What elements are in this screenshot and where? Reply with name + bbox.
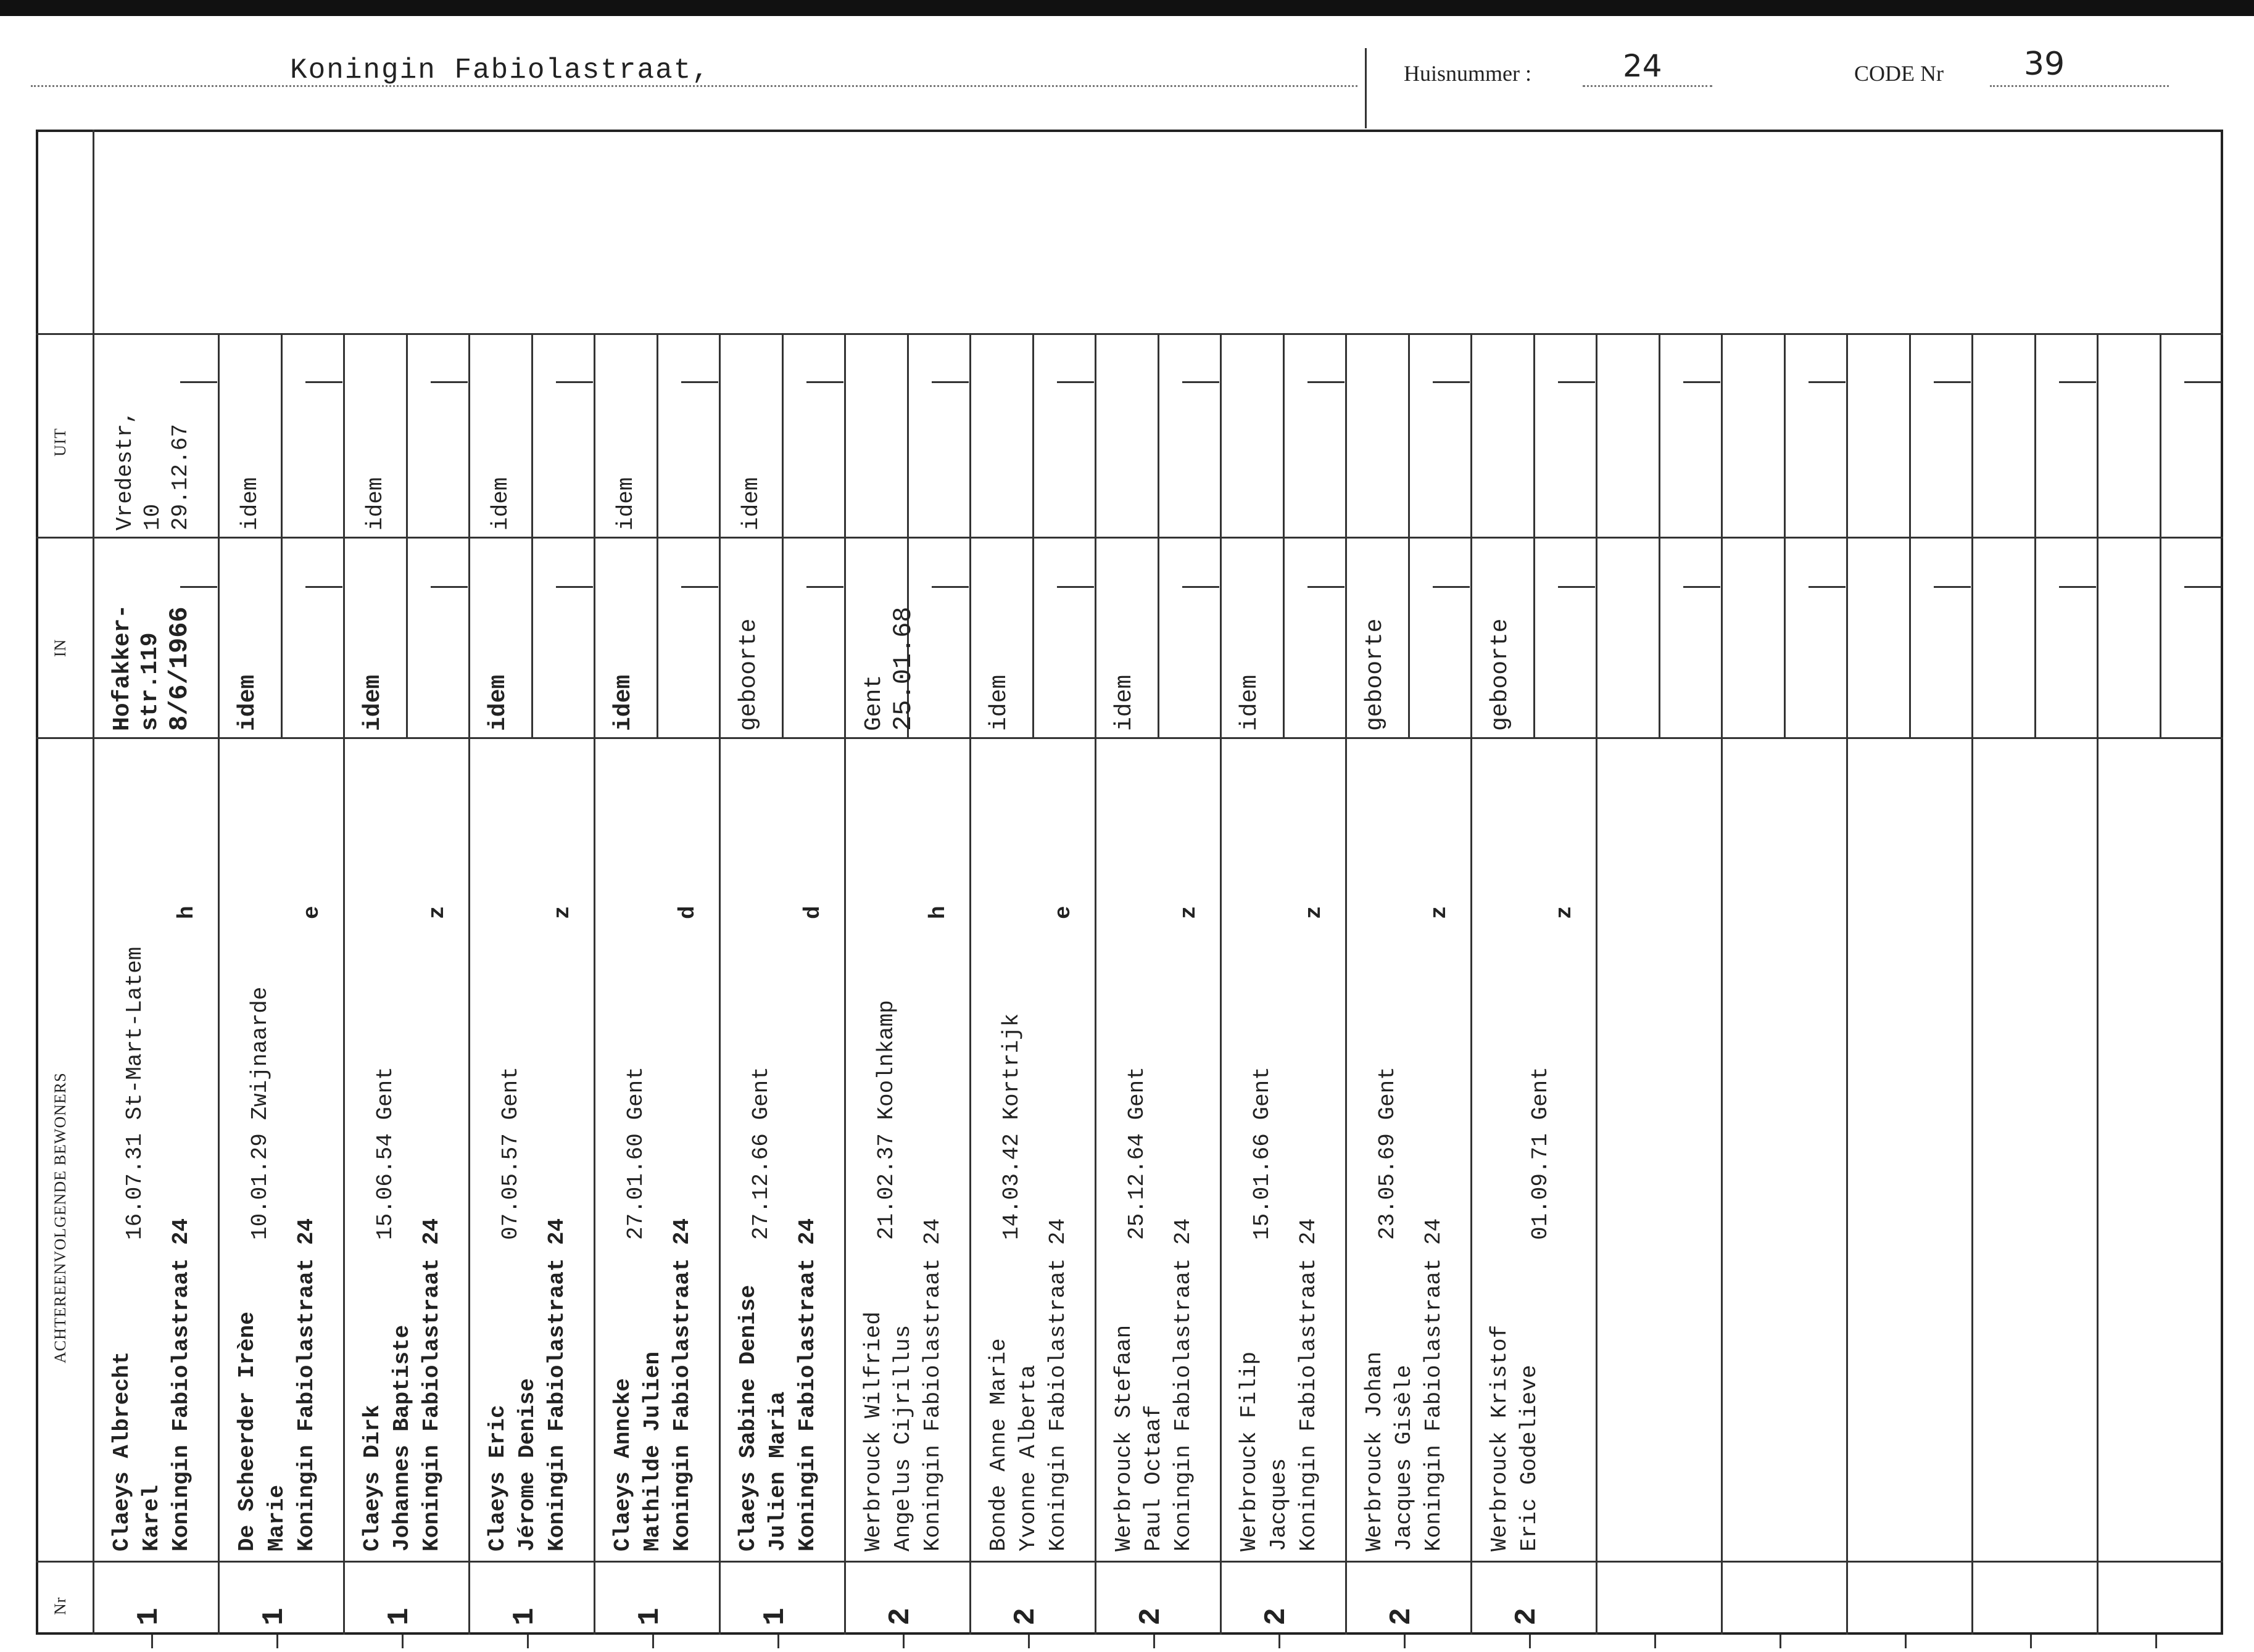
birth-date-place: 23.05.69 Gent <box>1375 1067 1400 1240</box>
sub-column-rule <box>1909 333 1911 737</box>
label-in: IN <box>51 638 69 657</box>
blank-dash <box>681 586 718 588</box>
bottom-tick <box>527 1635 529 1648</box>
household-nr: 2 <box>1510 1608 1544 1625</box>
label-out: UIT <box>51 427 69 456</box>
blank-dash <box>305 586 342 588</box>
sub-column-rule <box>531 333 533 737</box>
blank-dash <box>180 381 217 383</box>
column-rule <box>1846 333 1848 1635</box>
resident-name-line: Claeys Dirk <box>360 1405 385 1551</box>
bottom-tick <box>1278 1635 1280 1648</box>
household-nr: 1 <box>634 1608 667 1625</box>
resident-name-line: Werbrouck Filip <box>1237 1351 1262 1551</box>
house-number-label: Huisnummer : <box>1404 61 1531 86</box>
resident-name-line: De Scheerder Irène <box>234 1311 260 1551</box>
blank-dash <box>1433 586 1470 588</box>
blank-dash <box>1934 586 1971 588</box>
code-value: 39 <box>2024 46 2065 83</box>
resident-name-line: Koningin Fabiolastraat 24 <box>294 1218 319 1551</box>
resident-name-line: Julien Maria <box>765 1391 790 1551</box>
in-entry: idem <box>360 674 386 731</box>
blank-dash <box>1809 586 1846 588</box>
resident-name-line: Jérome Denise <box>515 1378 540 1551</box>
resident-name-line: Koningin Fabiolastraat 24 <box>920 1218 945 1551</box>
column-rule <box>2097 333 2099 1635</box>
household-nr: 1 <box>133 1608 166 1625</box>
gender-mark: d <box>800 906 826 919</box>
gender-mark: e <box>1051 906 1076 919</box>
blank-dash <box>1182 586 1219 588</box>
resident-name-line: Werbrouck Johan <box>1362 1351 1387 1551</box>
resident-name-line: Claeys Albrecht <box>109 1351 135 1551</box>
blank-dash <box>806 381 843 383</box>
column-rule <box>1345 333 1347 1635</box>
out-entry: idem <box>488 477 513 531</box>
resident-name-line: Yvonne Alberta <box>1016 1365 1041 1551</box>
column-rule <box>1971 333 1973 1635</box>
bottom-tick <box>151 1635 153 1648</box>
in-entry: idem <box>1111 674 1138 731</box>
sub-column-rule <box>1283 333 1285 737</box>
column-rule <box>1095 333 1096 1635</box>
blank-dash <box>681 381 718 383</box>
household-nr: 1 <box>383 1608 416 1625</box>
resident-name-line: Koningin Fabiolastraat 24 <box>1421 1218 1446 1551</box>
resident-name-line: Claeys Anncke <box>610 1378 636 1551</box>
column-rule <box>1596 333 1597 1635</box>
out-entry: 29.12.67 <box>168 424 193 531</box>
bottom-tick <box>652 1635 654 1648</box>
resident-name-line: Werbrouck Wilfried <box>861 1311 886 1551</box>
birth-date-place: 14.03.42 Kortrijk <box>999 1013 1024 1240</box>
birth-date-place: 15.06.54 Gent <box>373 1067 398 1240</box>
row-rule <box>36 333 2223 335</box>
birth-date-place: 10.01.29 Zwijnaarde <box>247 986 273 1240</box>
in-entry: idem <box>1237 674 1263 731</box>
sub-column-rule <box>782 333 784 737</box>
in-entry: idem <box>610 674 637 731</box>
bottom-tick <box>1153 1635 1155 1648</box>
sub-column-rule <box>1408 333 1410 737</box>
household-nr: 2 <box>1385 1608 1419 1625</box>
household-nr: 2 <box>1135 1608 1168 1625</box>
blank-dash <box>932 586 969 588</box>
code-label: CODE Nr <box>1854 61 1944 86</box>
resident-name-line: Koningin Fabiolastraat 24 <box>795 1218 820 1551</box>
gender-mark: z <box>550 906 575 919</box>
out-entry: idem <box>613 477 639 531</box>
out-entry: 10 <box>140 503 165 531</box>
birth-date-place: 27.01.60 Gent <box>623 1067 648 1240</box>
blank-dash <box>2059 381 2096 383</box>
out-entry: idem <box>238 477 263 531</box>
resident-name-line: Koningin Fabiolastraat 24 <box>1296 1218 1321 1551</box>
bottom-tick <box>1905 1635 1907 1648</box>
resident-name-line: Johannes Baptiste <box>389 1324 415 1551</box>
in-entry: 25.01.68 <box>889 606 918 731</box>
blank-dash <box>1057 381 1094 383</box>
birth-date-place: 16.07.31 St-Mart-Latem <box>122 946 147 1240</box>
blank-dash <box>2184 586 2221 588</box>
household-nr: 2 <box>1009 1608 1043 1625</box>
gender-mark: z <box>1301 906 1327 919</box>
street-name: Koningin Fabiolastraat, <box>290 54 710 86</box>
resident-name-line: Karel <box>139 1484 164 1551</box>
household-nr: 1 <box>759 1608 792 1625</box>
out-entry: idem <box>739 477 764 531</box>
in-entry: idem <box>485 674 512 731</box>
gender-mark: z <box>1176 906 1201 919</box>
blank-dash <box>1934 381 1971 383</box>
in-entry: idem <box>986 674 1013 731</box>
gender-mark: z <box>1427 906 1452 919</box>
birth-date-place: 27.12.66 Gent <box>748 1067 774 1240</box>
blank-dash <box>1182 381 1219 383</box>
in-entry: geboorte <box>1487 618 1514 731</box>
bottom-tick <box>777 1635 779 1648</box>
resident-name-line: Claeys Eric <box>485 1405 510 1551</box>
column-rule <box>719 333 721 1635</box>
household-nr: 1 <box>258 1608 291 1625</box>
blank-dash <box>2059 586 2096 588</box>
gender-mark: z <box>1552 906 1577 919</box>
resident-name-line: Jacques Gisèle <box>1391 1365 1417 1551</box>
in-entry: geboorte <box>735 618 762 731</box>
resident-name-line: Jacques <box>1266 1458 1291 1551</box>
household-nr: 1 <box>508 1608 542 1625</box>
bottom-tick <box>276 1635 278 1648</box>
sub-column-rule <box>1533 333 1535 737</box>
label-residents: ACHTEREENVOLGENDE BEWONERS <box>51 1072 69 1363</box>
resident-name-line: Koningin Fabiolastraat 24 <box>168 1218 194 1551</box>
sub-column-rule <box>1158 333 1159 737</box>
sub-column-rule <box>1659 333 1660 737</box>
blank-dash <box>1433 381 1470 383</box>
header-divider <box>1365 48 1367 128</box>
sub-column-rule <box>657 333 658 737</box>
blank-dash <box>1558 586 1595 588</box>
gender-mark: h <box>926 906 951 919</box>
blank-dash <box>932 381 969 383</box>
gender-mark: e <box>299 906 325 919</box>
resident-name-line: Werbrouck Kristof <box>1487 1324 1512 1551</box>
birth-date-place: 21.02.37 Koolnkamp <box>874 1000 899 1240</box>
blank-dash <box>1809 381 1846 383</box>
sub-column-rule <box>2160 333 2161 737</box>
row-rule <box>36 537 2223 539</box>
label-column-rule <box>93 130 94 1635</box>
resident-name-line: Bonde Anne Marie <box>986 1338 1011 1551</box>
resident-name-line: Angelus Cijrillus <box>890 1324 916 1551</box>
top-border <box>0 0 2254 16</box>
resident-name-line: Claeys Sabine Denise <box>735 1284 761 1551</box>
blank-dash <box>556 586 593 588</box>
birth-date-place: 15.01.66 Gent <box>1249 1067 1275 1240</box>
blank-dash <box>1307 381 1345 383</box>
sub-column-rule <box>406 333 408 737</box>
resident-name-line: Koningin Fabiolastraat 24 <box>419 1218 444 1551</box>
row-rule <box>36 1561 2223 1563</box>
bottom-tick <box>903 1635 905 1648</box>
resident-name-line: Marie <box>264 1484 289 1551</box>
gender-mark: z <box>425 906 450 919</box>
gender-mark: d <box>675 906 700 919</box>
resident-name-line: Paul Octaaf <box>1141 1405 1166 1551</box>
out-entry: Vredestr, <box>112 410 138 531</box>
column-rule <box>594 333 595 1635</box>
column-rule <box>218 333 220 1635</box>
bottom-tick <box>1780 1635 1781 1648</box>
column-rule <box>343 333 345 1635</box>
resident-name-line: Werbrouck Stefaan <box>1111 1324 1137 1551</box>
sub-column-rule <box>1032 333 1034 737</box>
in-entry: idem <box>234 674 261 731</box>
bottom-tick <box>1404 1635 1406 1648</box>
in-entry: Hofakker- <box>109 604 136 731</box>
in-entry: geboorte <box>1362 618 1388 731</box>
label-nr: Nr <box>51 1596 69 1615</box>
code-dotted-line <box>1990 85 2169 87</box>
resident-name-line: Mathilde Julien <box>640 1351 665 1551</box>
blank-dash <box>1683 586 1720 588</box>
blank-dash <box>1558 381 1595 383</box>
resident-name-line: Koningin Fabiolastraat 24 <box>1045 1218 1071 1551</box>
bottom-tick <box>1654 1635 1656 1648</box>
house-number-value: 24 <box>1623 48 1662 84</box>
bottom-tick <box>402 1635 404 1648</box>
blank-dash <box>2184 381 2221 383</box>
bottom-tick <box>1028 1635 1030 1648</box>
column-rule <box>969 333 971 1635</box>
bottom-tick <box>1529 1635 1531 1648</box>
in-entry: Gent <box>861 674 887 731</box>
column-rule <box>844 333 846 1635</box>
house-number-dotted-line <box>1583 85 1712 87</box>
blank-dash <box>1683 381 1720 383</box>
column-rule <box>468 333 470 1635</box>
sub-column-rule <box>2034 333 2036 737</box>
bottom-tick <box>2030 1635 2032 1648</box>
blank-dash <box>431 381 468 383</box>
sub-column-rule <box>1784 333 1786 737</box>
blank-dash <box>305 381 342 383</box>
resident-name-line: Koningin Fabiolastraat 24 <box>544 1218 570 1551</box>
column-rule <box>1721 333 1723 1635</box>
blank-dash <box>431 586 468 588</box>
out-entry: idem <box>363 477 388 531</box>
blank-dash <box>180 586 217 588</box>
gender-mark: h <box>174 906 199 919</box>
row-rule <box>36 737 2223 739</box>
birth-date-place: 01.09.71 Gent <box>1528 1067 1553 1240</box>
street-dotted-line <box>31 85 1357 87</box>
household-nr: 2 <box>1260 1608 1293 1625</box>
resident-name-line: Eric Godelieve <box>1517 1365 1542 1551</box>
birth-date-place: 07.05.57 Gent <box>498 1067 523 1240</box>
blank-dash <box>806 586 843 588</box>
column-rule <box>1470 333 1472 1635</box>
birth-date-place: 25.12.64 Gent <box>1124 1067 1150 1240</box>
resident-name-line: Koningin Fabiolastraat 24 <box>1171 1218 1196 1551</box>
household-nr: 2 <box>884 1608 918 1625</box>
column-rule <box>1220 333 1222 1635</box>
in-entry: 8/6/1966 <box>165 606 194 731</box>
bottom-tick <box>2155 1635 2157 1648</box>
in-entry: str.119 <box>137 632 164 731</box>
blank-dash <box>1057 586 1094 588</box>
blank-dash <box>556 381 593 383</box>
sub-column-rule <box>281 333 283 737</box>
blank-dash <box>1307 586 1345 588</box>
resident-name-line: Koningin Fabiolastraat 24 <box>669 1218 695 1551</box>
